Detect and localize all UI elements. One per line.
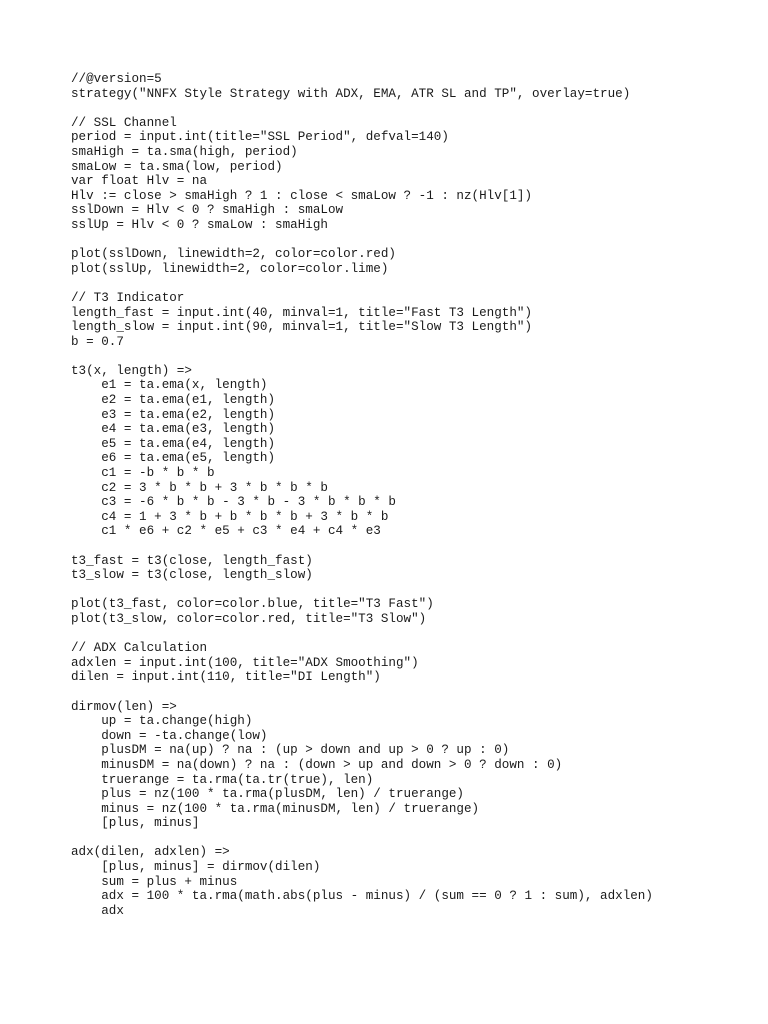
code-line <box>71 276 653 291</box>
code-line: adx(dilen, adxlen) => <box>71 845 230 860</box>
code-line: smaHigh = ta.sma(high, period) <box>71 144 298 159</box>
code-block <box>71 72 653 918</box>
code-line: c3 = -6 * b * b - 3 * b - 3 * b * b * b <box>71 495 396 510</box>
code-line: sslDown = Hlv < 0 ? smaHigh : smaLow <box>71 203 344 218</box>
code-line: c4 = 1 + 3 * b + b * b * b + 3 * b * b <box>71 509 389 524</box>
code-line: dilen = input.int(110, title="DI Length") <box>71 670 381 685</box>
code-line: t3_fast = t3(close, length_fast) <box>71 553 313 568</box>
code-line: plot(sslDown, linewidth=2, color=color.red) <box>71 247 396 262</box>
code-line: plot(t3_slow, color=color.red, title="T3 Slow") <box>71 611 427 626</box>
code-line: // T3 Indicator <box>71 290 185 305</box>
code-line: plusDM = na(up) ? na : (up > down and up > 0 ? up : 0) <box>71 743 510 758</box>
code-line: down = -ta.change(low) <box>71 728 268 743</box>
code-line <box>71 831 653 846</box>
code-line <box>71 233 653 248</box>
code-line: plus = nz(100 * ta.rma(plusDM, len) / truerange) <box>71 787 464 802</box>
code-line: sum = plus + minus <box>71 874 238 889</box>
code-line: plot(sslUp, linewidth=2, color=color.lime) <box>71 261 389 276</box>
code-line: var float Hlv = na <box>71 174 208 189</box>
code-line: dirmov(len) => <box>71 699 177 714</box>
code-line: e5 = ta.ema(e4, length) <box>71 436 276 451</box>
code-line: smaLow = ta.sma(low, period) <box>71 159 283 174</box>
code-line <box>71 685 653 700</box>
code-line: t3_slow = t3(close, length_slow) <box>71 568 313 583</box>
code-line: up = ta.change(high) <box>71 714 253 729</box>
code-line: minusDM = na(down) ? na : (down > up and down > 0 ? down : 0) <box>71 757 563 772</box>
code-line: adx <box>71 903 124 918</box>
code-line: // SSL Channel <box>71 115 177 130</box>
code-line: e4 = ta.ema(e3, length) <box>71 422 276 437</box>
code-line <box>71 627 653 642</box>
code-line: //@version=5 <box>71 72 162 86</box>
code-line: c1 = -b * b * b <box>71 466 215 481</box>
code-line <box>71 583 653 598</box>
code-line: strategy("NNFX Style Strategy with ADX, EMA, ATR SL and TP", overlay=true) <box>71 86 631 101</box>
code-line: e2 = ta.ema(e1, length) <box>71 393 276 408</box>
code-line: adx = 100 * ta.rma(math.abs(plus - minus) / (sum == 0 ? 1 : sum), adxlen) <box>71 889 653 904</box>
code-line: truerange = ta.rma(ta.tr(true), len) <box>71 772 374 787</box>
code-line: e1 = ta.ema(x, length) <box>71 378 268 393</box>
code-line: length_fast = input.int(40, minval=1, title="Fast T3 Length") <box>71 305 533 320</box>
code-line: adxlen = input.int(100, title="ADX Smoothing") <box>71 655 419 670</box>
code-line: [plus, minus] <box>71 816 200 831</box>
code-line: t3(x, length) => <box>71 363 192 378</box>
code-line: length_slow = input.int(90, minval=1, title="Slow T3 Length") <box>71 320 533 335</box>
code-line: plot(t3_fast, color=color.blue, title="T3 Fast") <box>71 597 434 612</box>
code-line: c2 = 3 * b * b + 3 * b * b * b <box>71 480 328 495</box>
code-line <box>71 539 653 554</box>
code-line <box>71 101 653 116</box>
code-line: e6 = ta.ema(e5, length) <box>71 451 276 466</box>
code-line: // ADX Calculation <box>71 641 208 656</box>
code-line: b = 0.7 <box>71 334 124 349</box>
code-line: c1 * e6 + c2 * e5 + c3 * e4 + c4 * e3 <box>71 524 381 539</box>
code-line: Hlv := close > smaHigh ? 1 : close < smaLow ? -1 : nz(Hlv[1]) <box>71 188 533 203</box>
code-line: minus = nz(100 * ta.rma(minusDM, len) / truerange) <box>71 801 480 816</box>
code-line: period = input.int(title="SSL Period", defval=140) <box>71 130 449 145</box>
code-line: [plus, minus] = dirmov(dilen) <box>71 860 321 875</box>
code-line: sslUp = Hlv < 0 ? smaLow : smaHigh <box>71 217 328 232</box>
code-line: e3 = ta.ema(e2, length) <box>71 407 276 422</box>
code-line <box>71 349 653 364</box>
